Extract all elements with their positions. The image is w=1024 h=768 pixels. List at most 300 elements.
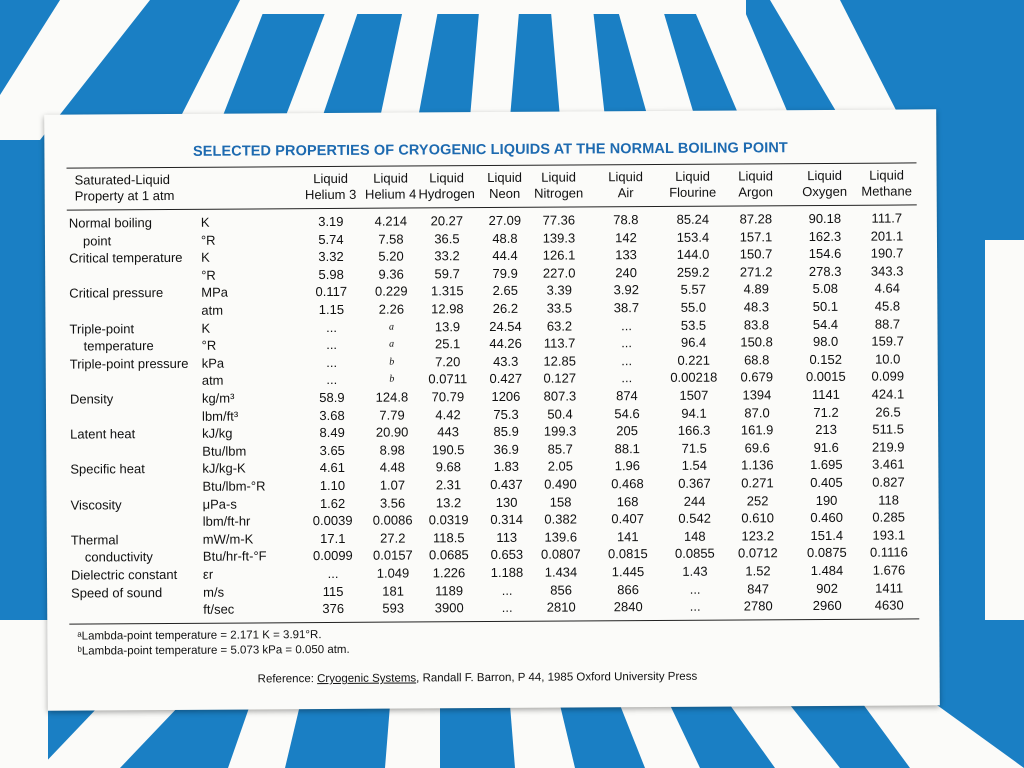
property-label: Triple-point pressure [69,355,189,372]
table-cell: 162.3 [808,228,842,244]
table-cell: 150.8 [740,334,773,350]
table-cell: 24.54 [489,318,522,334]
table-cell: 0.271 [741,475,774,491]
table-cell: 118.5 [432,529,465,546]
table-cell: 1.15 [318,301,345,318]
table-cell: 0.0039 [312,513,353,529]
table-cell: 2810 [546,599,576,615]
table-cell: 2960 [812,598,842,614]
table-cell: 1.676 [872,562,906,578]
table-cell: 85.9 [493,424,519,440]
table-cell: 87.28 [739,211,773,227]
table-cell: 193.1 [872,527,906,543]
table-cell: a [389,338,395,350]
column-header-substance: Nitrogen [534,185,584,201]
table-cell: 71.5 [681,440,707,456]
table-cell: 8.49 [319,425,345,441]
property-label: Speed of sound [71,584,163,601]
table-cell: ... [501,582,513,598]
table-cell: 4.89 [743,281,769,297]
table-cell: 142 [615,229,637,245]
property-label: Thermal [70,532,119,548]
table-cell: 1.83 [493,459,520,475]
table-cell: 71.2 [813,404,839,420]
table-cell: 20.90 [375,424,409,440]
property-label: Triple-point [69,320,135,337]
table-cell: 3.461 [872,456,905,473]
table-cell: 83.8 [743,316,770,333]
table-cell: 4.48 [379,459,406,476]
table-cell: 0.0157 [372,547,413,564]
table-cell: ... [689,598,701,614]
table-cell: 113.7 [543,335,576,351]
unit-label: kPa [201,355,225,371]
table-cell: 4.42 [435,406,461,422]
table-cell: 7.58 [378,231,404,247]
table-cell: 278.3 [808,263,842,279]
table-cell: 78.8 [613,212,639,228]
table-cell: 161.9 [740,422,774,438]
unit-label: Btu/lbm-°R [202,478,266,494]
table-cell: 58.9 [319,389,345,406]
property-label: Density [69,391,114,407]
unit-label: atm [201,302,224,318]
table-cell: 123.2 [741,528,775,544]
table-cell: 2.31 [435,477,462,493]
table-cell: 159.7 [871,333,904,349]
unit-label: kg/m³ [201,390,235,406]
table-cell: 0.407 [611,511,644,527]
table-cell: 0.0712 [737,545,778,561]
table-cell: 33.5 [546,300,573,316]
table-cell: 59.7 [434,265,460,282]
table-cell: 33.2 [434,248,460,264]
table-cell: 91.6 [813,439,839,455]
table-cell: 0.0807 [540,546,581,563]
table-cell: 0.0685 [428,547,469,563]
header-rule [67,204,917,210]
table-cell: 3.32 [318,249,344,265]
table-cell: 847 [747,580,769,597]
table-cell: 9.68 [435,459,462,475]
property-label: Specific heat [70,461,145,477]
table-cell: 55.0 [680,299,707,315]
column-header-substance: Helium 4 [364,186,417,202]
column-header-substance: Helium 3 [304,186,357,203]
column-header-kind: Liquid [675,168,710,184]
table-cell: 25.1 [434,336,461,352]
column-header-kind: Liquid [487,169,522,186]
table-cell: 4.64 [874,280,900,297]
table-cell: 50.4 [547,406,573,422]
table-cell: b [389,356,395,368]
table-cell: 227.0 [542,265,576,281]
reference-details: , Randall F. Barron, P 44, 1985 Oxford University Press [416,670,698,685]
table-cell: 1141 [811,386,840,403]
table-cell: 54.4 [812,316,839,332]
table-cell: 1206 [491,388,521,405]
table-cell: 0.0875 [806,545,847,561]
table-cell: 0.1116 [869,544,908,561]
table-cell: 68.8 [743,352,770,368]
table-cell: 0.542 [678,510,711,527]
table-cell: ... [621,317,632,333]
column-header-substance: Flourine [669,184,717,200]
table-title: SELECTED PROPERTIES OF CRYOGENIC LIQUIDS AT THE NORMAL BOILING POINT [192,140,788,160]
table-cell: 77.36 [542,212,576,228]
table-cell: 75.3 [493,406,519,422]
table-cell: 111.7 [871,210,903,226]
footnote-b: ᵇLambda-point temperature = 5.073 kPa = 0.050 atm. [77,643,350,658]
unit-label: K [201,249,210,265]
table-cell: 0.221 [677,352,711,368]
unit-label: K [200,214,210,230]
properties-card [44,109,940,710]
table-cell: 2840 [613,599,643,615]
table-cell: ... [689,581,701,597]
table-cell: 424.1 [871,386,905,402]
table-cell: 1.188 [490,564,524,581]
table-cell: 0.468 [611,476,644,492]
table-cell: 7.20 [435,353,461,370]
table-cell: 0.0015 [805,369,846,385]
table-cell: 252 [746,492,769,509]
table-cell: 5.57 [680,282,706,298]
table-cell: 0.127 [543,370,577,387]
unit-label: K [201,320,211,336]
table-cell: 0.490 [544,476,577,492]
table-cell: 50.1 [812,298,839,315]
table-cell: 133 [615,247,637,263]
table-cell: 139.3 [542,230,576,246]
table-cell: 244 [683,493,706,509]
table-cell: 376 [322,601,345,617]
table-cell: 69.6 [744,440,770,456]
table-cell: 0.117 [315,284,348,300]
table-cell: ... [326,337,338,353]
table-cell: 443 [437,424,460,440]
table-cell: 0.152 [809,351,843,367]
table-cell: 807.3 [543,388,577,404]
table-cell: 5.98 [318,266,344,282]
table-cell: 2.26 [378,301,405,317]
table-cell: 26.2 [492,300,519,316]
table-cell: 157.1 [739,228,773,245]
table-cell: 0.0711 [428,371,468,387]
table-cell: 10.0 [874,351,901,367]
reference-line [258,671,698,686]
table-cell: 12.98 [431,301,464,317]
table-cell: 1.07 [379,477,406,493]
table-cell: 130 [495,494,518,510]
table-cell: 0.679 [740,369,774,385]
table-cell: 201.1 [870,228,904,244]
table-cell: 3.19 [318,213,344,230]
table-cell: 4.61 [319,460,346,476]
table-cell: 2780 [743,598,773,614]
table-cell: 54.6 [614,405,640,421]
footnote-a: ᵃLambda-point temperature = 2.171 K = 3.91°R. [77,629,322,643]
table-cell: 158 [549,494,572,510]
table-cell: 150.7 [739,246,773,262]
table-cell: 87.0 [744,404,770,421]
table-cell: 115 [322,583,344,599]
table-cell: 5.20 [378,248,404,264]
table-cell: 0.405 [810,474,843,491]
table-cell: ... [326,372,338,388]
column-header-kind: Liquid [373,170,408,186]
unit-label: ft/sec [203,601,235,617]
table-cell: 1.43 [682,563,708,579]
table-cell: 44.4 [492,248,518,264]
table-cell: 866 [617,581,639,597]
table-cell: 38.7 [613,300,640,316]
table-cell: 190.5 [431,441,465,458]
table-cell: 124.8 [375,389,409,405]
table-cell: 856 [550,582,572,598]
table-cell: 190.7 [870,245,904,261]
unit-label: MPa [201,285,229,301]
table-cell: 17.1 [320,530,346,546]
table-cell: 1.136 [741,457,774,473]
table-cell: 168 [616,493,639,509]
table-cell: 118 [878,492,899,508]
column-header-kind: Liquid [541,169,576,185]
table-cell: 0.460 [810,510,843,526]
table-cell: 1.226 [432,565,466,581]
table-cell: 144.0 [676,246,710,263]
table-cell: 126.1 [542,247,576,263]
table-cell: ... [621,352,633,369]
table-cell: 0.0086 [372,512,413,528]
table-cell: 36.5 [434,230,460,246]
table-cell: 4630 [874,597,904,613]
table-cell: 1189 [435,582,464,598]
table-cell: 7.79 [379,407,405,423]
table-cell: 271.2 [739,264,773,280]
table-cell: 0.314 [490,512,523,528]
table-cell: 5.74 [318,231,344,247]
table-cell: 0.099 [871,368,905,385]
unit-label: °R [201,337,217,353]
table-cell: 0.0855 [674,546,715,562]
table-cell: 259.2 [676,264,710,280]
unit-label: °R [200,232,216,248]
column-header-kind: Liquid [807,167,842,184]
unit-label: °R [201,267,216,283]
table-cell: 153.4 [676,229,710,245]
table-cell: 53.5 [680,317,707,333]
table-cell: 1411 [875,580,904,596]
table-cell: 98.0 [812,334,839,350]
property-label: Normal boiling [68,215,152,231]
unit-label: lbm/ft-hr [202,513,251,529]
table-cell: 20.27 [430,213,464,229]
table-cell: 85.24 [676,211,710,227]
table-cell: 1.10 [319,477,346,494]
table-cell: 88.7 [874,316,901,332]
table-cell: 90.18 [808,210,842,227]
table-cell: ... [621,335,633,351]
table-cell: 85.7 [547,441,573,457]
property-label: Latent heat [70,426,136,442]
property-label: Critical temperature [69,250,183,266]
table-cell: 26.5 [875,404,901,420]
unit-label: Btu/lbm [202,443,247,459]
table-cell: 1394 [742,387,772,403]
property-label: point [82,232,112,249]
table-cell: 13.2 [435,494,462,510]
reference-work-title: Cryogenic Systems [317,672,417,686]
column-header-kind: Liquid [608,169,643,185]
table-cell: 1.315 [430,283,464,299]
table-cell: b [389,373,395,386]
table-cell: 0.427 [489,371,523,387]
table-cell: 511.5 [872,421,904,437]
table-cell: 139.6 [544,529,578,545]
table-cell: 181 [382,583,404,599]
table-cell: ... [326,319,337,335]
unit-label: εr [202,566,214,582]
header-property-line1: Saturated-Liquid [74,171,171,188]
column-header-substance: Methane [861,183,913,199]
table-cell: 3.56 [379,495,406,511]
table-cell: 2.65 [492,283,518,299]
column-header-substance: Air [617,185,634,201]
table-cell: 8.98 [379,442,405,458]
unit-label: lbm/ft³ [201,408,239,424]
unit-label: μPa-s [202,496,237,512]
column-header-substance: Neon [489,185,521,202]
table-cell: 3.65 [319,442,345,458]
unit-label: mW/m-K [202,531,254,547]
table-cell: 166.3 [677,422,711,439]
table-cell: 36.9 [493,441,519,457]
table-cell: 213 [815,422,838,438]
table-cell: 151.4 [810,527,844,543]
property-label: conductivity [84,549,153,565]
bottom-rule [69,618,919,624]
property-label: Critical pressure [69,285,164,301]
table-cell: 27.09 [488,212,522,229]
table-cell: ... [621,370,633,386]
table-cell: 343.3 [870,263,904,279]
table-cell: 0.229 [374,283,408,300]
table-cell: 0.653 [490,547,524,563]
table-cell: 190 [815,492,838,508]
table-cell: 94.1 [681,405,707,421]
table-cell: 3900 [434,600,464,616]
table-cell: 44.26 [489,336,522,352]
table-cell: 0.0319 [428,512,469,528]
table-cell: 48.8 [492,230,518,246]
table-cell: 113 [496,529,518,545]
unit-label: m/s [203,584,225,600]
table-cell: 1.434 [544,564,578,580]
table-cell: 3.92 [613,282,639,298]
table-cell: 1.96 [614,458,641,474]
table-cell: 27.2 [380,530,406,546]
table-cell: 1.049 [376,565,410,581]
table-cell: 219.9 [871,439,905,455]
table-cell: 593 [382,600,405,616]
unit-label: kJ/kg [202,425,233,441]
column-header-kind: Liquid [738,168,773,184]
table-cell: 1.62 [319,495,346,511]
table-cell: 0.00218 [670,370,718,386]
unit-label: Btu/hr-ft-°F [202,548,267,565]
table-cell: 79.9 [492,265,518,281]
column-header-kind: Liquid [869,167,904,183]
table-cell: 1.54 [681,458,708,474]
table-cell: 13.9 [434,318,461,334]
table-cell: 902 [816,580,838,596]
table-cell: 45.8 [874,298,901,314]
table-cell: 1507 [679,387,709,403]
table-cell: 0.382 [544,511,577,527]
table-cell: 0.285 [872,509,905,525]
table-cell: 9.36 [378,266,404,282]
table-cell: 199.3 [543,423,577,439]
table-cell: 12.85 [543,353,577,369]
table-cell: 70.79 [431,389,465,405]
table-cell: 0.437 [490,476,523,493]
unit-label: atm [201,373,224,389]
table-cell: 1.484 [810,562,844,579]
table-cell: 0.0099 [312,548,353,564]
table-cell: 0.827 [872,474,905,490]
table-cell: 0.0815 [607,546,648,562]
column-header-kind: Liquid [429,170,464,186]
property-label: temperature [83,338,154,354]
table-cell: 874 [616,388,638,404]
table-cell: 63.2 [546,318,573,334]
table-cell: 5.08 [812,281,838,297]
table-cell: ... [501,600,513,616]
table-cell: 4.214 [374,213,408,229]
table-cell: 48.3 [743,299,770,315]
table-cell: 3.39 [546,282,572,299]
property-label: Viscosity [70,496,122,513]
property-label: Dielectric constant [70,566,178,583]
table-cell: 154.6 [808,246,842,262]
table-cell: 141 [616,528,639,545]
table-cell: 240 [615,264,638,281]
table-cell: a [388,321,395,333]
table-cell: 88.1 [614,440,640,457]
table-cell: 0.610 [741,510,774,526]
reference-prefix: Reference: [257,673,318,686]
table-cell: 1.52 [745,563,771,579]
column-header-substance: Hydrogen [418,186,475,202]
table-cell: 205 [616,423,639,439]
unit-label: kJ/kg-K [202,460,246,477]
header-property-line2: Property at 1 atm [74,187,175,204]
table-cell: 2.05 [547,458,574,475]
table-cell: 96.4 [680,334,707,351]
table-cell: ... [327,565,339,582]
column-header-substance: Argon [738,184,774,200]
table-cell: 1.695 [810,457,843,473]
table-cell: 43.3 [493,353,519,369]
column-header-substance: Oxygen [802,183,848,200]
table-cell: 0.367 [678,475,711,491]
table-cell: 148 [683,528,706,544]
table-cell: 1.445 [611,564,645,580]
table-cell: ... [326,354,338,370]
column-header-kind: Liquid [313,170,348,187]
table-cell: 3.68 [319,407,345,423]
